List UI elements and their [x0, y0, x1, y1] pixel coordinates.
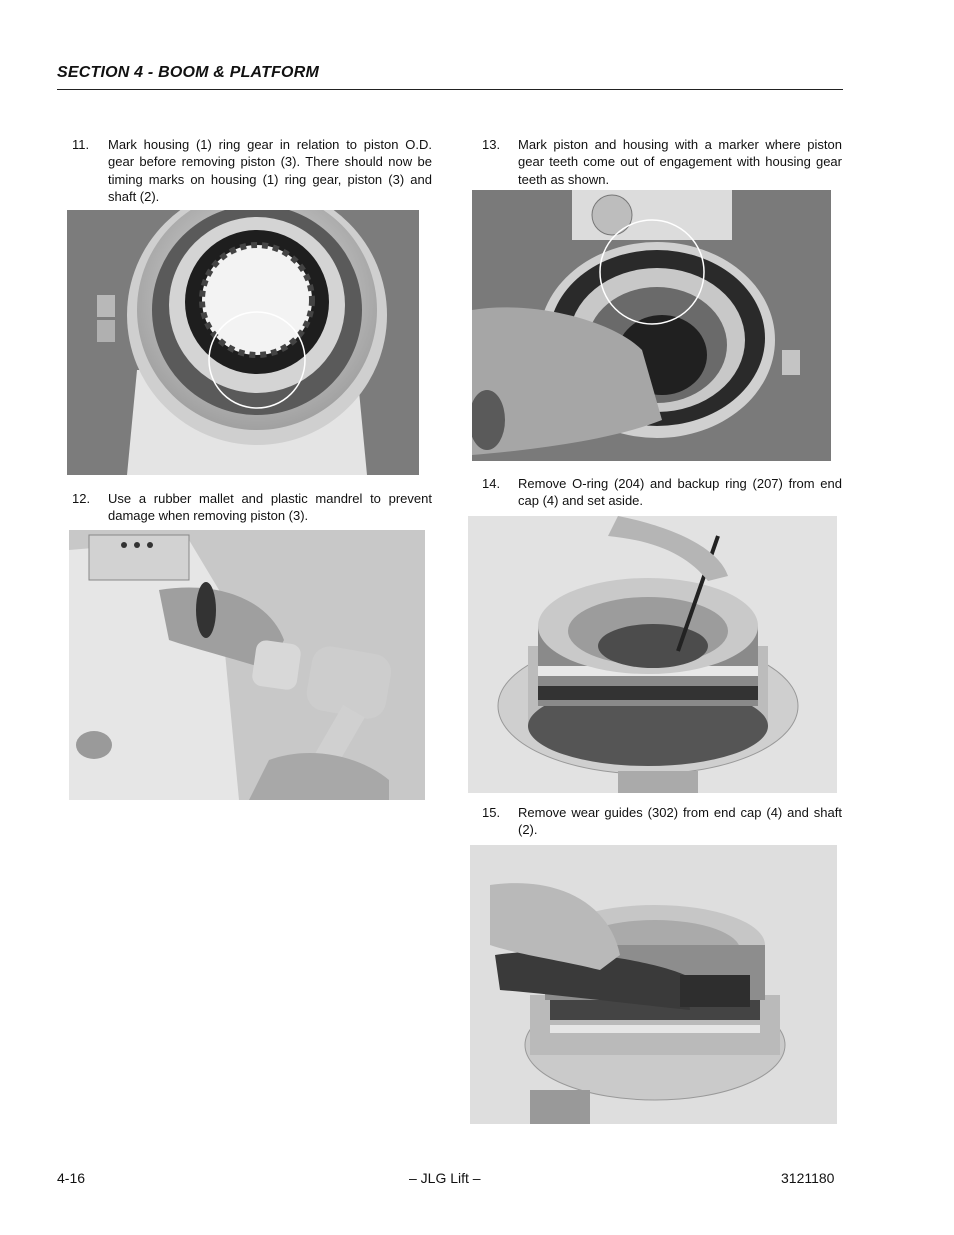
step-number: 13.: [482, 137, 501, 152]
step-13: [482, 136, 842, 188]
photo-end-cap-o-ring: [468, 516, 837, 793]
footer-brand: – JLG Lift –: [409, 1170, 481, 1186]
step-number: 11.: [72, 137, 90, 152]
step-text: Remove O-ring (204) and backup ring (207) from end cap (4) and set aside.: [518, 476, 842, 509]
step-14: [482, 475, 842, 511]
page-number: 4-16: [57, 1170, 86, 1186]
step-text: Remove wear guides (302) from end cap (4) and shaft (2).: [518, 805, 842, 838]
step-12: [72, 490, 432, 526]
step-15: [482, 804, 842, 840]
step-text: Mark housing (1) ring gear in relation to piston O.D. gear before removing piston (3). There should now be timing marks on housing (1) ring gear, piston (3) and shaft (2).: [108, 137, 432, 205]
document-number: 3121180: [781, 1170, 835, 1186]
step-number: 14.: [482, 476, 501, 491]
header-rule: [57, 89, 843, 90]
photo-rubber-mallet: [69, 530, 425, 800]
step-number: 12.: [72, 491, 91, 506]
photo-wear-guides: [470, 845, 837, 1124]
section-title: SECTION 4 - BOOM & PLATFORM: [57, 64, 319, 81]
step-11: [72, 136, 432, 206]
step-text: Mark piston and housing with a marker where piston gear teeth come out of engagement with housing gear teeth as shown.: [518, 137, 842, 187]
photo-marking-piston-housing: [472, 190, 831, 461]
photo-housing-ring-gear: [67, 210, 419, 475]
step-text: Use a rubber mallet and plastic mandrel to prevent damage when removing piston (3).: [108, 491, 432, 524]
step-number: 15.: [482, 805, 501, 820]
